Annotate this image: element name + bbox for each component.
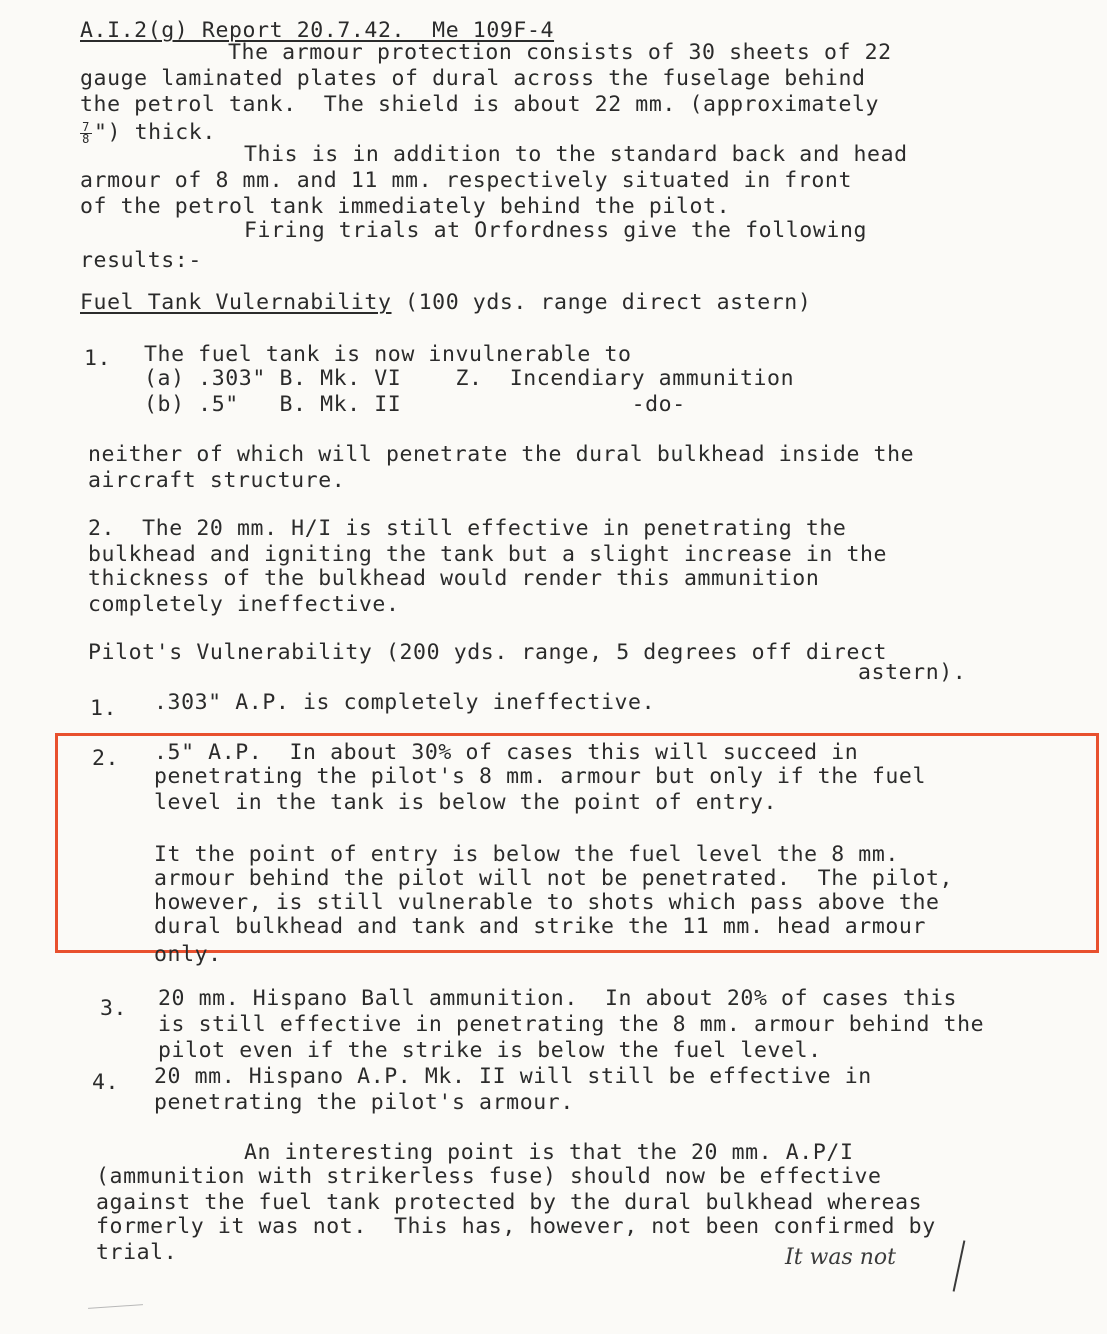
pilot-item-3-line-3: pilot even if the strike is below the fuel level. — [158, 1038, 822, 1063]
pilot-heading-line-1: Pilot's Vulnerability (200 yds. range, 5 degrees off direct — [88, 640, 888, 665]
fuel-tank-heading — [80, 290, 811, 316]
conclusion-line-2: (ammunition with strikerless fuse) should now be effective — [96, 1164, 882, 1189]
fuel-tank-heading-subtitle: (100 yds. range direct astern) — [391, 290, 812, 315]
pilot-item-3-line-1: 20 mm. Hispano Ball ammunition. In about 20% of cases this — [158, 986, 958, 1011]
pilot-item-2-line-2: penetrating the pilot's 8 mm. armour but only if the fuel — [154, 764, 927, 789]
intro-line-9: results:- — [80, 248, 202, 273]
intro-line-8: Firing trials at Orfordness give the following — [244, 218, 868, 243]
fuel-item-2-line-3: thickness of the bulkhead would render this ammunition — [88, 566, 820, 591]
pilot-heading-line-2: astern). — [858, 660, 967, 685]
pilot-item-3-line-2: is still effective in penetrating the 8 mm. armour behind the — [158, 1012, 985, 1037]
conclusion-line-3: against the fuel tank protected by the dural bulkhead whereas — [96, 1190, 923, 1215]
intro-line-5: This is in addition to the standard back and head — [244, 142, 908, 167]
margin-mark — [88, 1304, 143, 1309]
intro-line-2: gauge laminated plates of dural across the fuselage behind — [80, 66, 866, 91]
pilot-item-2-line-6: however, is still vulnerable to shots which pass above the — [154, 890, 940, 915]
fuel-tank-heading-title: Fuel Tank Vulernability — [80, 290, 392, 315]
conclusion-line-5: trial. — [96, 1240, 178, 1265]
fuel-item-1-text: The fuel tank is now invulnerable to — [144, 342, 632, 367]
pilot-item-4-number: 4. — [92, 1070, 120, 1095]
conclusion-line-4: formerly it was not. This has, however, not been confirmed by — [96, 1214, 936, 1239]
report-header: A.I.2(g) Report 20.7.42. Me 109F-4 — [80, 18, 555, 43]
fuel-para-line-2: aircraft structure. — [88, 468, 346, 493]
pilot-item-2-line-4: It the point of entry is below the fuel level the 8 mm. — [154, 842, 899, 867]
pilot-item-2-line-5: armour behind the pilot will not be penetrated. The pilot, — [154, 866, 954, 891]
pilot-item-2-line-3: level in the tank is below the point of entry. — [154, 790, 778, 815]
fraction — [80, 119, 92, 146]
conclusion-line-1: An interesting point is that the 20 mm. A.P/I — [244, 1140, 854, 1165]
intro-line-3: the petrol tank. The shield is about 22 mm. (approximately — [80, 92, 880, 117]
fuel-item-2-line-2: bulkhead and igniting the tank but a slight increase in the — [88, 542, 888, 567]
intro-line-7: of the petrol tank immediately behind the pilot. — [80, 194, 731, 219]
pilot-item-4-line-1: 20 mm. Hispano A.P. Mk. II will still be effective in — [154, 1064, 872, 1089]
pilot-item-3-number: 3. — [100, 996, 128, 1021]
fuel-item-1b: (b) .5" B. Mk. II -do- — [144, 392, 686, 417]
fuel-item-2-line-1: 2. The 20 mm. H/I is still effective in penetrating the — [88, 516, 847, 541]
fraction-denominator: 8 — [80, 133, 92, 145]
handwritten-note: It was not — [785, 1245, 897, 1270]
pilot-item-2-line-8: only. — [154, 942, 222, 967]
pilot-item-2-line-7: dural bulkhead and tank and strike the 11 mm. head armour — [154, 914, 927, 939]
fraction-numerator: 7 — [82, 119, 90, 134]
intro-line-4 — [80, 120, 216, 146]
intro-line-4-text: ") thick. — [94, 120, 216, 145]
fuel-item-1a: (a) .303" B. Mk. VI Z. Incendiary ammunition — [144, 366, 795, 391]
intro-line-6: armour of 8 mm. and 11 mm. respectively situated in front — [80, 168, 853, 193]
fuel-item-2-line-4: completely ineffective. — [88, 592, 400, 617]
pilot-item-1-text: .303" A.P. is completely ineffective. — [154, 690, 656, 715]
handwritten-stroke — [953, 1240, 966, 1291]
pilot-item-2-number: 2. — [92, 746, 120, 771]
pilot-item-1-number: 1. — [90, 696, 118, 721]
pilot-item-2-line-1: .5" A.P. In about 30% of cases this will succeed in — [154, 740, 859, 765]
intro-line-1: The armour protection consists of 30 sheets of 22 — [228, 40, 892, 65]
fuel-para-line-1: neither of which will penetrate the dural bulkhead inside the — [88, 442, 915, 467]
pilot-item-4-line-2: penetrating the pilot's armour. — [154, 1090, 574, 1115]
fuel-item-1-number: 1. — [84, 346, 112, 371]
